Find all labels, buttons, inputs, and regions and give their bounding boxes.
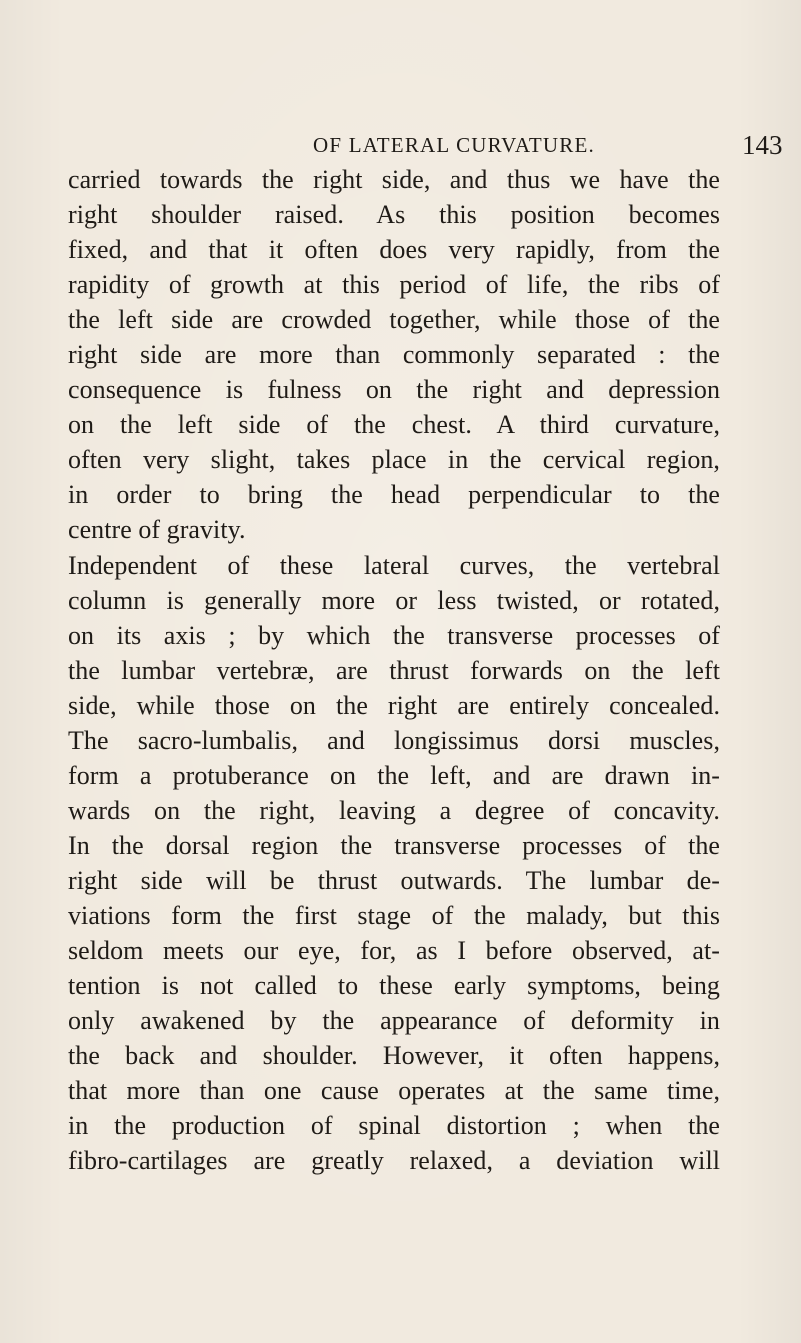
text-line: carried towards the right side, and thus we have the — [68, 165, 720, 194]
body-text — [68, 162, 720, 1178]
text-line: in the production of spinal distortion ; when the — [68, 1111, 720, 1141]
text-line: In the dorsal region the transverse processes of the — [68, 830, 720, 860]
text-line: the lumbar vertebræ, are thrust forwards on the left — [68, 655, 720, 685]
text-line: rapidity of growth at this period of life, the ribs of — [68, 270, 720, 300]
text-line: on its axis ; by which the transverse processes of — [68, 620, 720, 650]
page-number: 143 — [742, 130, 783, 160]
text-line: the back and shoulder. However, it often happens, — [68, 1041, 720, 1071]
text-line: on the left side of the chest. A third curvature, — [68, 410, 720, 440]
text-line: consequence is fulness on the right and depression — [68, 375, 720, 405]
text-line: that more than one cause operates at the same time, — [68, 1076, 720, 1106]
text-line: often very slight, takes place in the cervical region, — [68, 445, 720, 475]
text-line: in order to bring the head perpendicular to the — [68, 480, 720, 510]
text-line: viations form the first stage of the malady, but this — [68, 900, 720, 930]
text-line: fibro-cartilages are greatly relaxed, a deviation will — [68, 1146, 720, 1176]
text-line: side, while those on the right are entirely concealed. — [68, 690, 720, 720]
text-line: the left side are crowded together, while those of the — [68, 305, 720, 335]
text-line: tention is not called to these early symptoms, being — [68, 971, 720, 1001]
running-title: OF LATERAL CURVATURE. — [313, 133, 595, 157]
text-line: The sacro-lumbalis, and longissimus dorsi muscles, — [68, 725, 720, 755]
text-line: only awakened by the appearance of deformity in — [68, 1006, 720, 1036]
text-line: right side are more than commonly separated : the — [68, 340, 720, 370]
text-line: form a protuberance on the left, and are drawn in- — [68, 760, 720, 790]
text-line: seldom meets our eye, for, as I before observed, at- — [68, 936, 720, 966]
text-line: wards on the right, leaving a degree of concavity. — [68, 795, 720, 825]
text-line: column is generally more or less twisted, or rotated, — [68, 585, 720, 615]
text-line: right shoulder raised. As this position becomes — [68, 200, 720, 230]
text-line-paragraph-start: Independent of these lateral curves, the vertebral — [68, 550, 720, 580]
text-line: fixed, and that it often does very rapidly, from the — [68, 235, 720, 265]
text-line: right side will be thrust outwards. The lumbar de- — [68, 865, 720, 895]
text-line-paragraph-end: centre of gravity. — [68, 515, 246, 545]
